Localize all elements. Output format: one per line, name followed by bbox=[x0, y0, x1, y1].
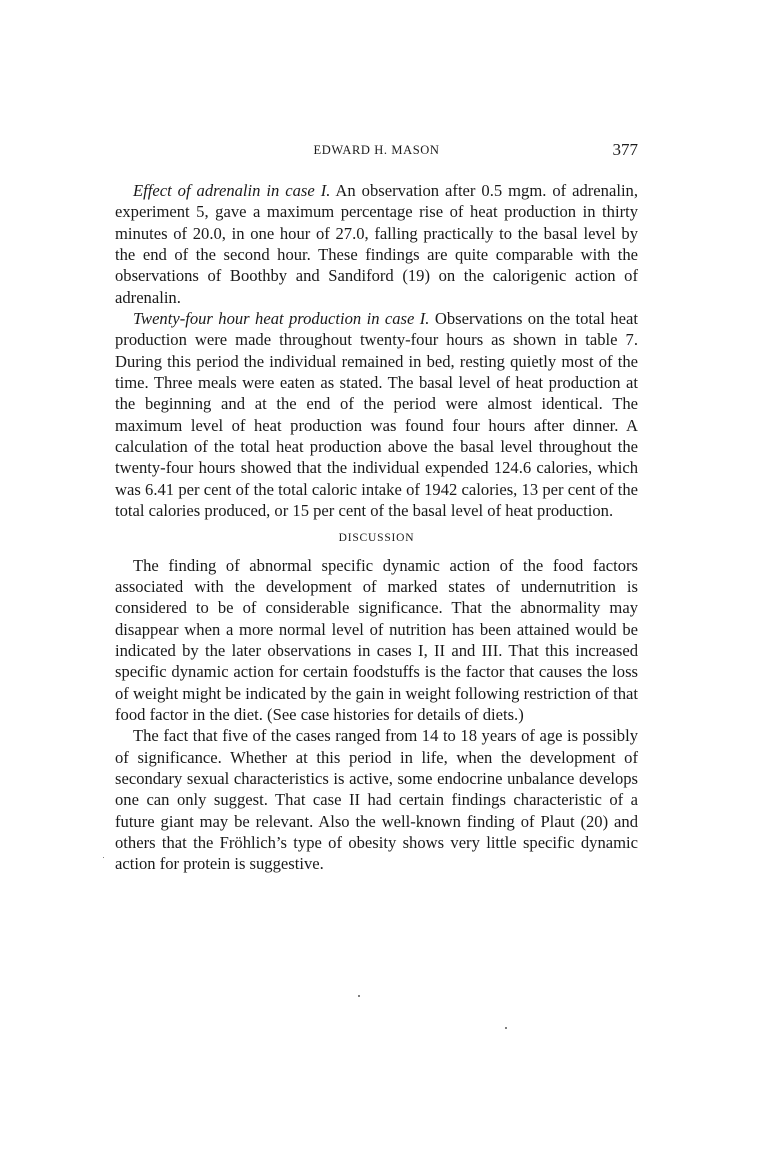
running-title: EDWARD H. MASON bbox=[313, 143, 440, 157]
paragraph-adrenalin bbox=[115, 180, 638, 308]
scan-speck bbox=[103, 857, 104, 858]
paragraph-text-adrenalin: An observation after 0.5 mgm. of adrenalin, experiment 5, gave a maximum percentage rise of heat production in thirty minutes of 20.0, in one hour of 27.0, falling practically to the basal level by the end of the second hour. These findings are quite comparable with the observations of Boothby and Sandiford (19) on the calorigenic action of adrenalin. bbox=[115, 181, 638, 307]
paragraph-lead-adrenalin: Effect of adrenalin in case I. bbox=[133, 181, 331, 200]
page-number: 377 bbox=[612, 140, 638, 159]
body-text bbox=[115, 180, 638, 875]
section-heading-discussion: DISCUSSION bbox=[338, 531, 415, 544]
scan-speck bbox=[505, 1027, 507, 1029]
paragraph-lead-twenty-four-hour: Twenty-four hour heat production in case I. bbox=[133, 309, 430, 329]
running-header bbox=[115, 140, 638, 162]
paragraph-twenty-four-hour bbox=[115, 308, 638, 521]
paragraph-text-twenty-four-hour: Observations on the total heat production were made throughout twenty-four hours as shown in table 7. During this period the individual remained in bed, resting quietly most of the time. Three meals were eaten as stated. The basal level of heat production at the beginning and at the end of the period were almost identical. The maximum level of heat production was found four hours after dinner. A calculation of the total heat production above the basal level throughout the twenty-four hours showed that the individual expended 124.6 calories, which was 6.41 per cent of the total caloric intake of 1942 calories, 13 per cent of the total calories produced, or 15 per cent of the basal level of heat production. bbox=[115, 309, 638, 521]
scan-speck bbox=[358, 995, 360, 997]
paragraph-discussion-2: The fact that five of the cases ranged from 14 to 18 years of age is possibly of significance. Whether at this period in life, when the development of secondary sexual characteristics is active, some endocrine unbalance develops one can only suggest. That case II had certain findings characteristic of a future giant may be relevant. Also the well-known finding of Plaut (20) and others that the Fröhlich’s type of obesity shows very little specific dynamic action for protein is suggestive. bbox=[115, 726, 638, 874]
paragraph-discussion-1: The finding of abnormal specific dynamic action of the food factors associated with the development of marked states of undernutrition is considered to be of considerable significance. That the abnormality may disappear when a more normal level of nutrition has been attained would be indicated by the later observations in cases I, II and III. That this increased specific dynamic action for certain foodstuffs is the factor that causes the loss of weight might be indicated by the gain in weight following restriction of that food factor in the diet. (See case histories for details of diets.) bbox=[115, 555, 638, 724]
